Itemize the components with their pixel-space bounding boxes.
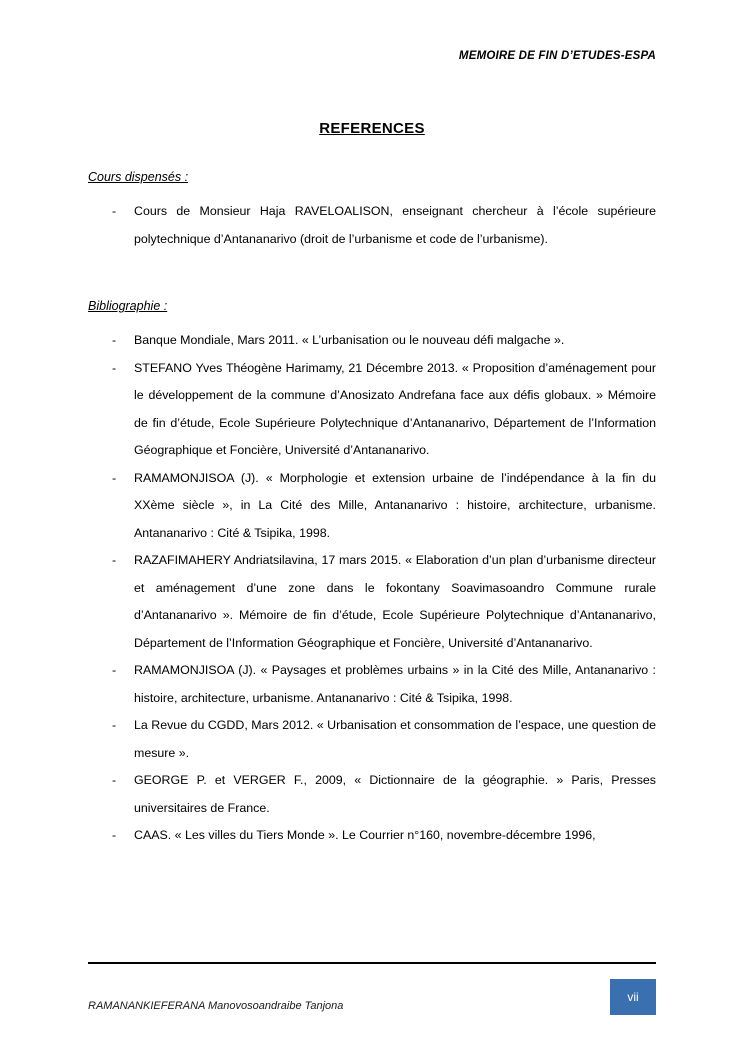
list-item (88, 822, 656, 850)
section-label-bibliography: Bibliographie : (88, 299, 168, 313)
reference-list-courses (88, 198, 656, 253)
reference-text: Banque Mondiale, Mars 2011. « L’urbanisation ou le nouveau défi malgache ». (134, 333, 565, 347)
reference-text: Cours de Monsieur Haja RAVELOALISON, enseignant chercheur à l’école supérieure polytechnique d’Antananarivo (droit de l’urbanisme et code de l’urbanisme). (134, 204, 656, 246)
section-label-courses: Cours dispensés : (88, 170, 189, 184)
bullet-dash: - (112, 828, 117, 842)
bullet-dash: - (112, 333, 117, 347)
footer-author: RAMANANKIEFERANA Manovosoandraibe Tanjona (88, 1000, 344, 1012)
footer-divider (88, 962, 656, 964)
reference-text: CAAS. « Les villes du Tiers Monde ». Le Courrier n°160, novembre-décembre 1996, (134, 828, 596, 842)
list-item (88, 327, 656, 355)
reference-list-bibliography (88, 327, 656, 850)
reference-text: RAMAMONJISOA (J). « Morphologie et extension urbaine de l’indépendance à la fin du XXème siècle », in La Cité des Mille, Antananarivo : histoire, architecture, urbanisme. Antananarivo : Cité & Tsipika, 1998. (134, 470, 656, 540)
reference-text: RAMAMONJISOA (J). « Paysages et problèmes urbains » in la Cité des Mille, Antananarivo : histoire, architecture, urbanisme. Antananarivo : Cité & Tsipika, 1998. (134, 663, 656, 705)
bullet-dash: - (112, 553, 117, 567)
reference-text: La Revue du CGDD, Mars 2012. « Urbanisation et consommation de l’espace, une question de mesure ». (134, 718, 656, 760)
reference-text: RAZAFIMAHERY Andriatsilavina, 17 mars 2015. « Elaboration d’un plan d’urbanisme directeur et aménagement d’une zone dans le fokontany Soavimasoandro Commune rurale d’Antananarivo ». Mémoire de fin d’étude, Ecole Supérieure Polytechnique d’Antananarivo, Département de l’Information Géographique et Foncière, Université d’Antananarivo. (134, 553, 656, 650)
list-item (88, 657, 656, 712)
reference-text: GEORGE P. et VERGER F., 2009, « Dictionnaire de la géographie. » Paris, Presses universitaires de France. (134, 773, 656, 815)
list-item (88, 198, 656, 253)
page-number-badge: vii (610, 979, 656, 1015)
list-item (88, 355, 656, 465)
bullet-dash: - (112, 470, 117, 485)
bullet-dash: - (112, 718, 117, 732)
list-item (88, 767, 656, 822)
bullet-dash: - (112, 773, 117, 787)
bullet-dash: - (112, 663, 117, 677)
bullet-dash: - (112, 360, 117, 375)
reference-text: STEFANO Yves Théogène Harimamy, 21 Décembre 2013. « Proposition d’aménagement pour le développement de la commune d’Anosizato Andrefana face aux défis globaux. » Mémoire de fin d’étude, Ecole Supérieure Polytechnique d’Antananarivo, Département de l’Information Géographique et Foncière, Université d’Antananarivo. (134, 360, 656, 457)
list-item (88, 465, 656, 548)
references-content (88, 170, 656, 850)
list-item (88, 712, 656, 767)
page-title (0, 120, 744, 137)
page-title-text: REFERENCES (319, 120, 425, 137)
list-item (88, 547, 656, 657)
bullet-dash: - (112, 204, 117, 218)
running-head: MEMOIRE DE FIN D’ETUDES-ESPA (458, 50, 656, 62)
